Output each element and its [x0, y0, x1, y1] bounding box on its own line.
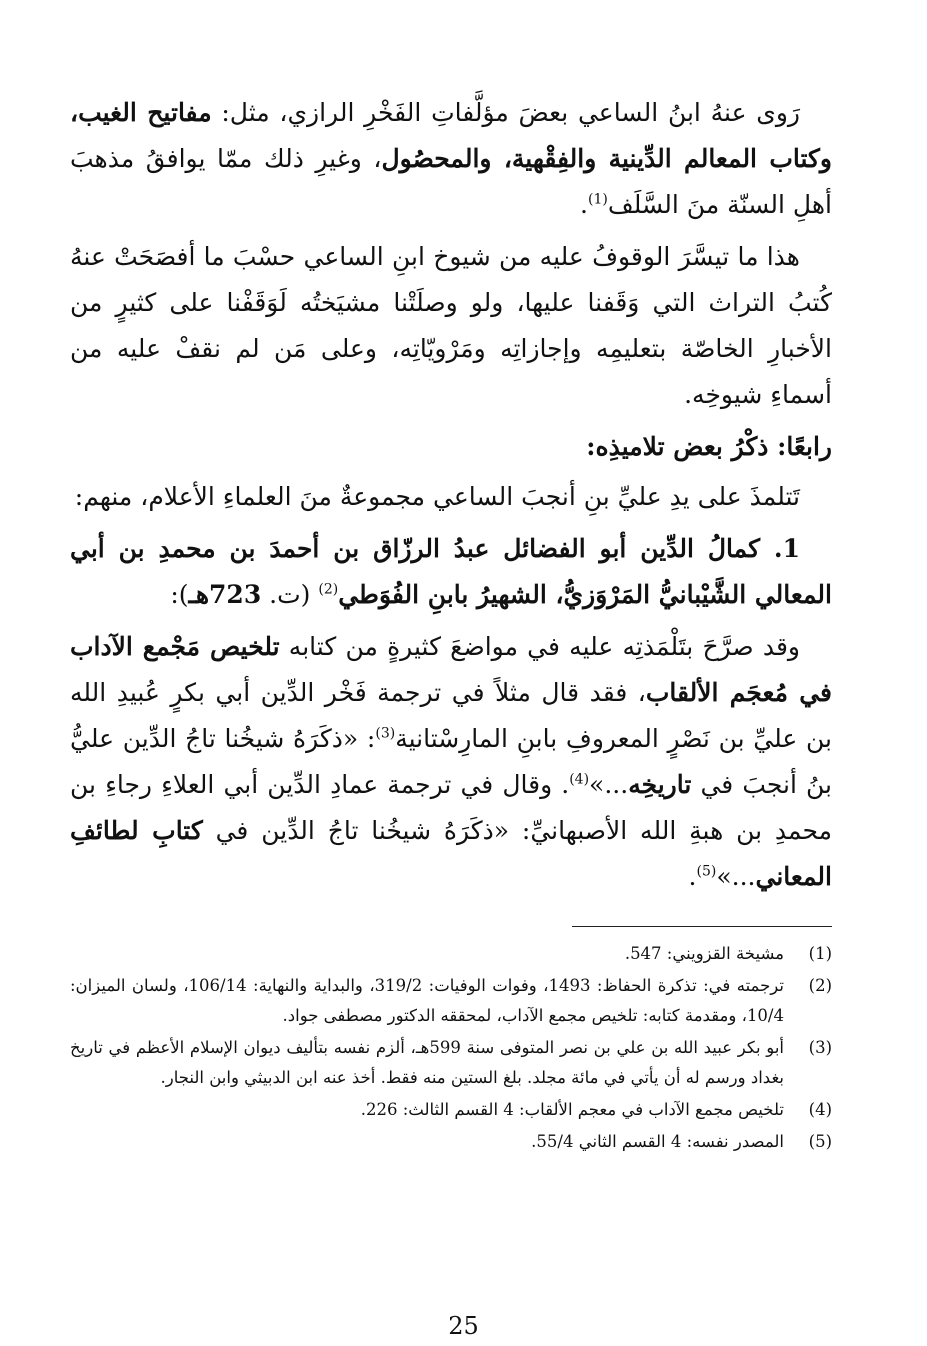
footnote-text: أبو بكر عبيد الله بن علي بن نصر المتوفى سنة 599هـ، ألزم نفسه بتأليف ديوان الإسلام الأعظم في تاريخ بغداد ورسم له أن يأتي في مائة مجلد. بلغ الستين منه فقط. أخذ عنه ابن الدبيثي وابن النجار.: [70, 1038, 784, 1087]
footnote-number: (1): [808, 944, 832, 963]
footnote-ref-4[interactable]: (4): [569, 771, 590, 788]
paragraph-4-text-b: ، فقد قال مثلاً في ترجمة فَخْر الدِّين أبي بكرٍ عُبيدِ الله بن عليِّ بن نَصْرٍ المعروفِ بابنِ المارِسْتانية: [70, 678, 832, 753]
footnote-item: [70, 939, 832, 969]
footnote-divider: [572, 926, 832, 927]
footnote-item: [70, 1095, 832, 1125]
footnote-text: مشيخة القزويني: 547.: [624, 944, 784, 963]
student-item-1: [70, 526, 832, 618]
section-heading: رابعًا: ذكْرُ بعض تلاميذِه:: [586, 432, 832, 461]
paragraph-4-quote-1-end: ...»: [589, 770, 629, 799]
paragraph-1-book-titles: مفاتيح الغيب، وكتاب المعالم الدِّينية والفِقْهية، والمحصُول: [70, 98, 832, 173]
death-year: 723هـ: [188, 580, 262, 609]
footnote-number: (4): [808, 1100, 832, 1119]
book-title-lataif: كتابِ لطائفِ المعاني: [70, 816, 832, 891]
footnote-number: (5): [808, 1132, 832, 1151]
footnote-ref-2[interactable]: (2): [318, 581, 339, 598]
book-title-talkhis: تلخيص مَجْمع الآداب في مُعجَم الألقاب: [70, 632, 832, 707]
footnote-item: [70, 1127, 832, 1157]
footnote-text: تلخيص مجمع الآداب في معجم الألقاب: 4 القسم الثالث: 226.: [360, 1100, 784, 1119]
book-title-tarikh: تاريخِه: [628, 770, 692, 799]
footnote-ref-3[interactable]: (3): [375, 725, 396, 742]
death-date-prefix: (ت.: [261, 580, 319, 609]
student-item-number: 1: [782, 534, 800, 563]
paragraph-1-text-b: ، وغيرِ ذلك ممّا يوافقُ مذهبَ أهلِ السنّة منَ السَّلَف: [70, 144, 832, 219]
paragraph-4-quote-2: . وقال في ترجمة عمادِ الدِّين أبي العلاءِ رجاءِ بن محمدِ بن هبةِ الله الأصبهانيِّ: «ذكَرَهُ شيخُنا تاجُ الدِّين في: [70, 770, 832, 845]
paragraph-1-text-a: رَوى عنهُ ابنُ الساعي بعضَ مؤلَّفاتِ الفَخْرِ الرازي، مثل:: [211, 98, 800, 127]
student-item-separator: .: [759, 534, 783, 563]
footnote-item: [70, 1033, 832, 1093]
paragraph-4-text-a: وقد صرَّحَ بتَلْمَذتِه عليه في مواضعَ كثيرةٍ من كتابه: [279, 632, 800, 661]
footnote-ref-1[interactable]: (1): [587, 191, 608, 208]
paragraph-4-quote-1: : «ذكَرَهُ شيخُنا تاجُ الدِّين عليُّ بنُ أنجبَ في: [70, 724, 832, 799]
paragraph-1: [70, 90, 832, 228]
footnotes-section: [70, 939, 832, 1157]
paragraph-4-quote-2-end: ...»: [716, 862, 756, 891]
footnote-text: ترجمته في: تذكرة الحفاظ: 1493، وفوات الوفيات: 319/2، والبداية والنهاية: 106/14، ولسان الميزان: 10/4، ومقدمة كتابه: تلخيص مجمع الآداب، لمحققه الدكتور مصطفى جواد.: [70, 976, 784, 1025]
footnote-text: المصدر نفسه: 4 القسم الثاني 55/4.: [531, 1132, 784, 1151]
footnote-number: (2): [808, 976, 832, 995]
paragraph-4: [70, 624, 832, 900]
paragraph-4-end: .: [688, 862, 697, 891]
student-item-name: كمالُ الدِّين أبو الفضائل عبدُ الرزّاق بن أحمدَ بن محمدِ بن أبي المعالي الشَّيْبانيُّ المَرْوَزيُّ، الشهيرُ بابنِ الفُوَطي: [70, 534, 832, 609]
footnote-number: (3): [808, 1038, 832, 1057]
paragraph-3: تَتلمذَ على يدِ عليِّ بنِ أنجبَ الساعي مجموعةٌ منَ العلماءِ الأعلام، منهم:: [74, 482, 800, 511]
paragraph-1-end: .: [580, 190, 588, 219]
death-date-suffix: ):: [170, 580, 189, 609]
footnote-item: [70, 971, 832, 1031]
paragraph-2: هذا ما تيسَّرَ الوقوفُ عليه من شيوخ ابنِ الساعي حسْبَ ما أفصَحَتْ عنهُ كُتبُ التراث التي وَقَفنا عليها، ولو وصلَتْنا مشيَختُه لَوَقَفْنا على كثيرٍ من الأخبارِ الخاصّة بتعليمِه وإجازاتِه ومَرْويّاتِه، وعلى مَن لم نقفْ عليه من أسماءِ شيوخِه.: [70, 242, 832, 409]
footnote-ref-5[interactable]: (5): [696, 863, 717, 880]
page-number: 25: [448, 1312, 479, 1340]
page-body: [70, 90, 832, 1159]
